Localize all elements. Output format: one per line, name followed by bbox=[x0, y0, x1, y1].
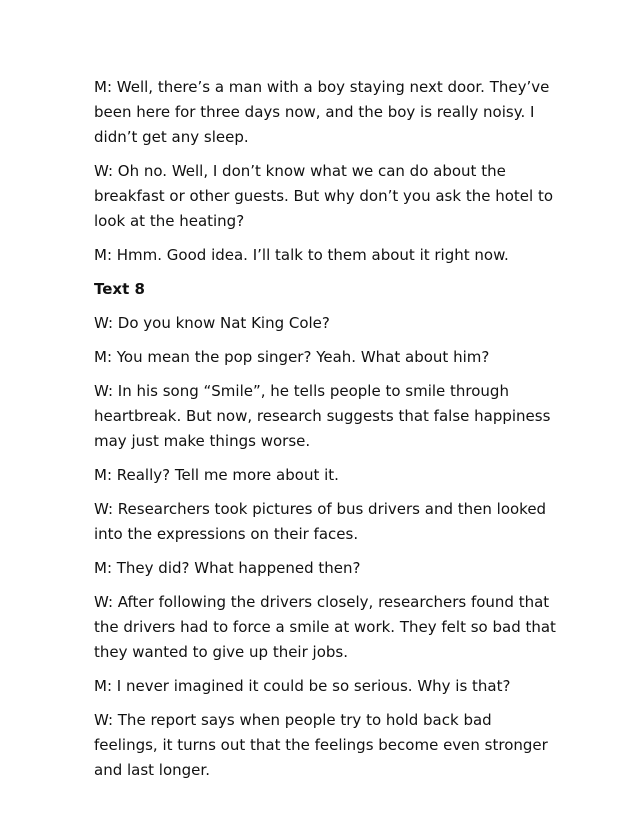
dialogue-line: W: Researchers took pictures of bus drivers and then looked into the expressions on their faces. bbox=[94, 500, 547, 543]
dialogue-line: M: Well, there’s a man with a boy staying next door. They’ve been here for three days now, and the boy is really noisy. I didn’t get any sleep. bbox=[94, 78, 550, 146]
dialogue-line: M: You mean the pop singer? Yeah. What about him? bbox=[94, 348, 490, 366]
section-heading: Text 8 bbox=[94, 280, 145, 298]
transcript-body bbox=[94, 75, 556, 792]
dialogue-line: W: Oh no. Well, I don’t know what we can do about the breakfast or other guests. But why don’t you ask the hotel to look at the heating? bbox=[94, 162, 554, 230]
dialogue-line: M: Really? Tell me more about it. bbox=[94, 466, 339, 484]
dialogue-line: W: Do you know Nat King Cole? bbox=[94, 314, 330, 332]
dialogue-line: W: The report says when people try to hold back bad feelings, it turns out that the feelings become even stronger and last longer. bbox=[94, 711, 548, 779]
dialogue-line: M: They did? What happened then? bbox=[94, 559, 361, 577]
dialogue-line: M: Hmm. Good idea. I’ll talk to them about it right now. bbox=[94, 246, 509, 264]
dialogue-line: W: In his song “Smile”, he tells people to smile through heartbreak. But now, research suggests that false happiness may just make things worse. bbox=[94, 382, 551, 450]
dialogue-line: M: I never imagined it could be so serious. Why is that? bbox=[94, 677, 511, 695]
dialogue-line: W: After following the drivers closely, researchers found that the drivers had to force a smile at work. They felt so bad that they wanted to give up their jobs. bbox=[94, 593, 556, 661]
